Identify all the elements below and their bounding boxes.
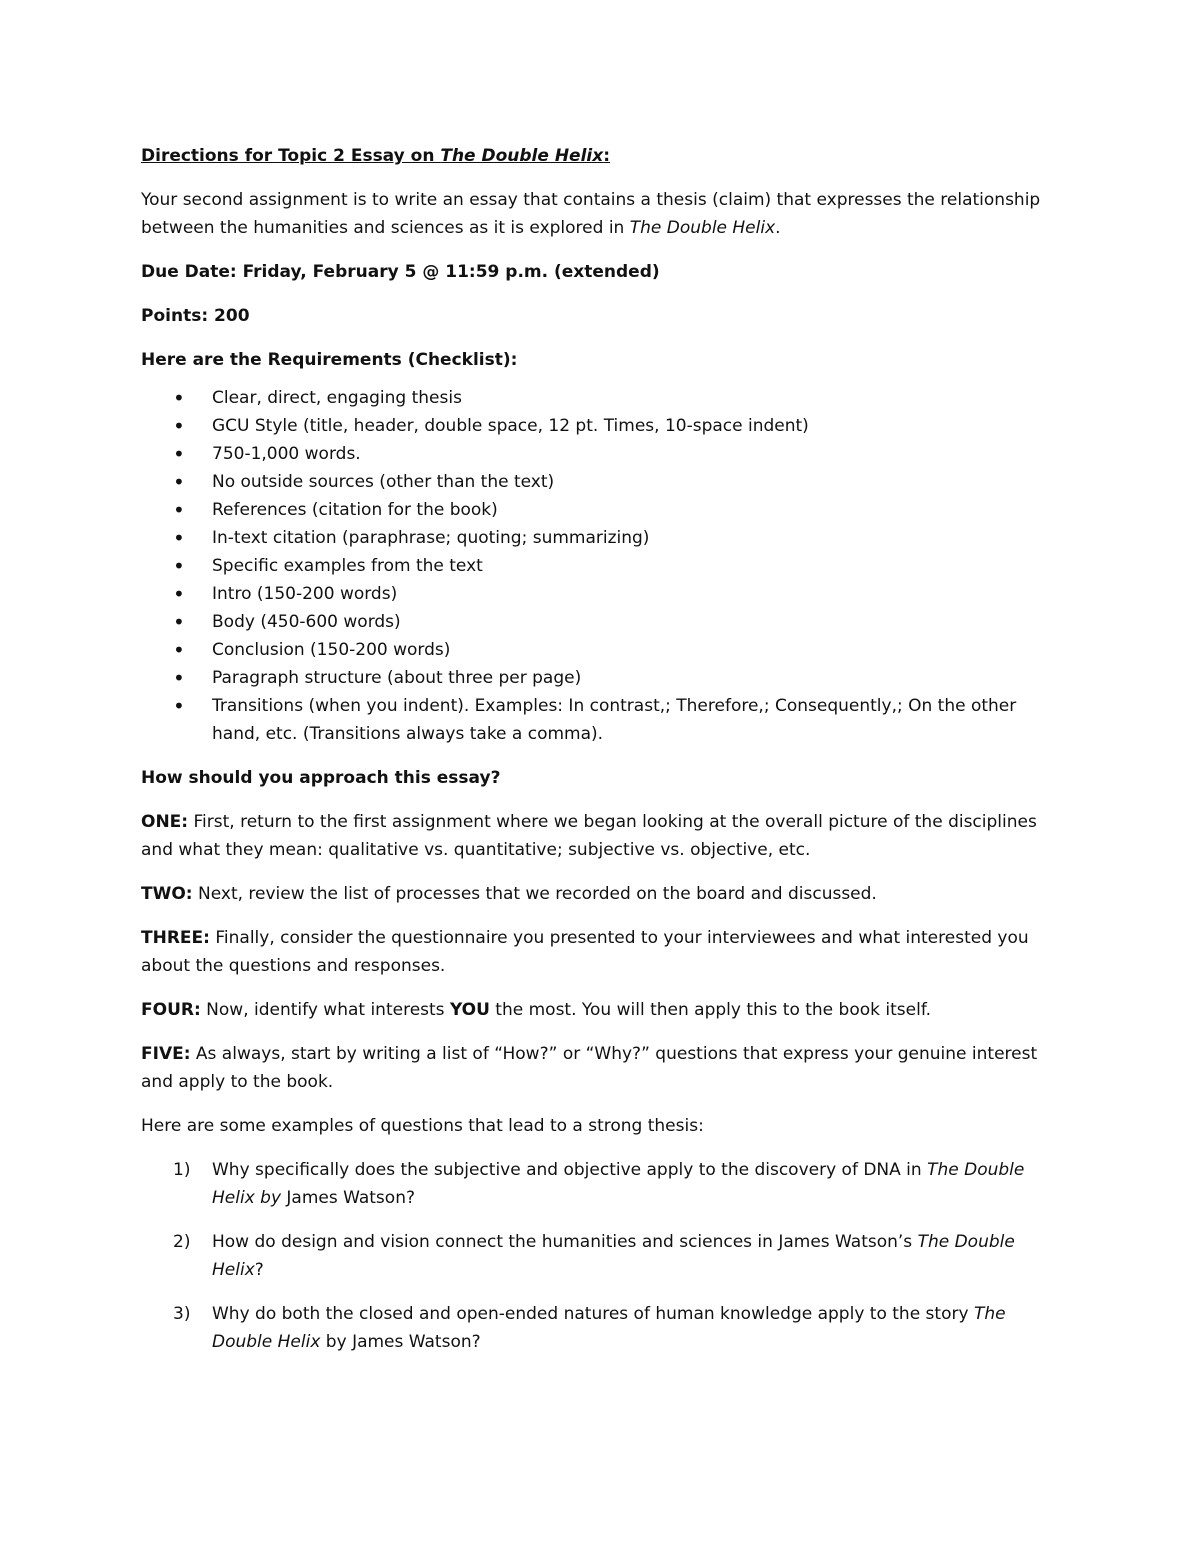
requirements-heading: Here are the Requirements (Checklist): xyxy=(141,350,518,370)
requirement-item: • Transitions (when you indent). Examples: In contrast,; Therefore,; Consequently,; On the other hand, etc. (Transitions always take a comma). xyxy=(141,692,1061,748)
example-question xyxy=(141,1156,1061,1212)
example-text: Why specifically does the subjective and objective apply to the discovery of DNA in xyxy=(212,1160,928,1180)
example-text-end: ? xyxy=(254,1260,264,1280)
intro-end: . xyxy=(775,218,781,238)
step-three-label: THREE: xyxy=(141,928,210,948)
step-one-label: ONE: xyxy=(141,812,189,832)
step-three xyxy=(141,924,1061,980)
requirement-item: • Conclusion (150-200 words) xyxy=(141,636,1061,664)
example-question xyxy=(141,1228,1061,1284)
requirement-item: • Specific examples from the text xyxy=(141,552,1061,580)
requirement-item: • GCU Style (title, header, double space, 12 pt. Times, 10-space indent) xyxy=(141,412,1061,440)
example-question xyxy=(141,1300,1061,1356)
step-five xyxy=(141,1040,1061,1096)
step-four xyxy=(141,996,1061,1024)
requirement-item: • Intro (150-200 words) xyxy=(141,580,1061,608)
document-page xyxy=(141,142,1061,1372)
step-three-text: Finally, consider the questionnaire you presented to your interviewees and what interested you about the questions and responses. xyxy=(141,928,1029,976)
example-questions-list xyxy=(141,1156,1061,1356)
step-two xyxy=(141,880,1061,908)
example-text: How do design and vision connect the humanities and sciences in James Watson’s xyxy=(212,1232,918,1252)
example-number: 1) xyxy=(173,1160,191,1180)
requirement-item: • In-text citation (paraphrase; quoting; summarizing) xyxy=(141,524,1061,552)
examples-intro: Here are some examples of questions that lead to a strong thesis: xyxy=(141,1116,704,1136)
example-book: The Double Helix xyxy=(212,1304,1006,1352)
step-one-text: First, return to the first assignment where we began looking at the overall picture of the disciplines and what they mean: qualitative vs. quantitative; subjective vs. objective, etc. xyxy=(141,812,1037,860)
step-two-text: Next, review the list of processes that we recorded on the board and discussed. xyxy=(192,884,877,904)
intro-paragraph xyxy=(141,186,1061,242)
example-text-end: James Watson? xyxy=(281,1188,415,1208)
requirement-item: • Body (450-600 words) xyxy=(141,608,1061,636)
example-number: 3) xyxy=(173,1304,191,1324)
step-five-text: As always, start by writing a list of “How?” or “Why?” questions that express your genuine interest and apply to the book. xyxy=(141,1044,1038,1092)
step-four-you: YOU xyxy=(449,1000,490,1020)
intro-book: The Double Helix xyxy=(629,218,776,238)
title-book: The Double Helix xyxy=(440,146,604,166)
approach-heading: How should you approach this essay? xyxy=(141,768,501,788)
document-title xyxy=(141,142,1061,170)
step-four-label: FOUR: xyxy=(141,1000,201,1020)
intro-text: Your second assignment is to write an essay that contains a thesis (claim) that expresses the relationship between the humanities and sciences as it is explored in xyxy=(141,190,1041,238)
step-one xyxy=(141,808,1061,864)
step-four-text-b: the most. You will then apply this to the book itself. xyxy=(489,1000,931,1020)
due-date: Due Date: Friday, February 5 @ 11:59 p.m. (extended) xyxy=(141,262,660,282)
step-four-text-a: Now, identify what interests xyxy=(200,1000,450,1020)
step-five-label: FIVE: xyxy=(141,1044,191,1064)
title-prefix: Directions for Topic 2 Essay on xyxy=(141,146,441,166)
requirement-item: • No outside sources (other than the text) xyxy=(141,468,1061,496)
requirement-item: • References (citation for the book) xyxy=(141,496,1061,524)
requirements-list xyxy=(141,384,1061,748)
title-suffix: : xyxy=(603,146,611,166)
example-number: 2) xyxy=(173,1232,191,1252)
example-book: The Double Helix by xyxy=(212,1160,1025,1208)
example-text-end: by James Watson? xyxy=(320,1332,481,1352)
requirement-item: • Paragraph structure (about three per page) xyxy=(141,664,1061,692)
example-text: Why do both the closed and open-ended natures of human knowledge apply to the story xyxy=(212,1304,974,1324)
step-two-label: TWO: xyxy=(141,884,193,904)
requirement-item: • Clear, direct, engaging thesis xyxy=(141,384,1061,412)
requirement-item: • 750-1,000 words. xyxy=(141,440,1061,468)
points: Points: 200 xyxy=(141,306,250,326)
example-book: The Double Helix xyxy=(212,1232,1015,1280)
